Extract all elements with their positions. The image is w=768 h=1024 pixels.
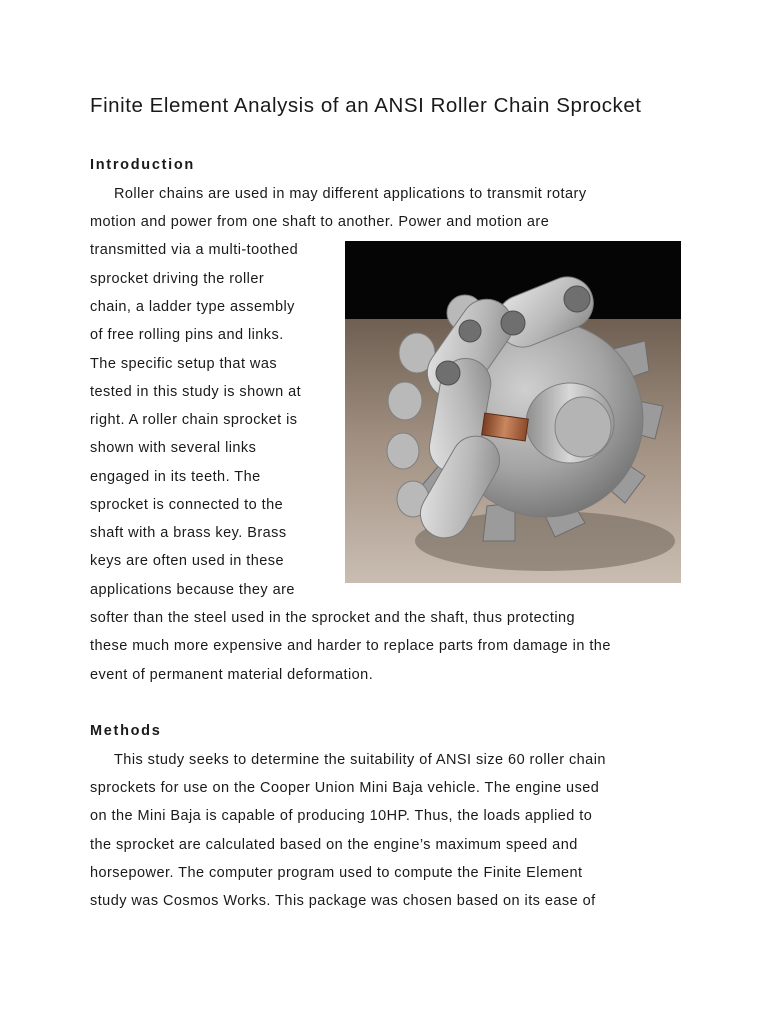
methods-line: This study seeks to determine the suitability of ANSI size 60 roller chain xyxy=(114,752,606,768)
intro-line: softer than the steel used in the sprocket and the shaft, thus protecting xyxy=(90,610,576,626)
introduction-heading: Introduction xyxy=(90,157,195,173)
intro-line: sprocket driving the roller xyxy=(90,271,265,287)
intro-line: applications because they are xyxy=(90,582,295,598)
intro-line: transmitted via a multi-toothed xyxy=(90,242,299,258)
shaft-end xyxy=(555,397,611,457)
intro-line: right. A roller chain sprocket is xyxy=(90,412,298,428)
intro-line: tested in this study is shown at xyxy=(90,384,302,400)
methods-line: on the Mini Baja is capable of producing 10HP. Thus, the loads applied to xyxy=(90,808,593,824)
methods-line: horsepower. The computer program used to compute the Finite Element xyxy=(90,865,583,881)
intro-line: keys are often used in these xyxy=(90,553,284,569)
intro-line: engaged in its teeth. The xyxy=(90,469,261,485)
intro-line: sprocket is connected to the xyxy=(90,497,284,513)
methods-line: the sprocket are calculated based on the engine’s maximum speed and xyxy=(90,837,578,853)
methods-line: study was Cosmos Works. This package was chosen based on its ease of xyxy=(90,893,596,909)
intro-line: motion and power from one shaft to another. Power and motion are xyxy=(90,214,550,230)
intro-line: shown with several links xyxy=(90,440,257,456)
intro-line: event of permanent material deformation. xyxy=(90,667,374,683)
intro-line: The specific setup that was xyxy=(90,356,278,372)
intro-line: of free rolling pins and links. xyxy=(90,327,284,343)
intro-line: shaft with a brass key. Brass xyxy=(90,525,287,541)
methods-heading: Methods xyxy=(90,723,162,739)
document-title: Finite Element Analysis of an ANSI Roller Chain Sprocket xyxy=(90,94,642,117)
sprocket-chain-render xyxy=(345,241,681,583)
methods-line: sprockets for use on the Cooper Union Mini Baja vehicle. The engine used xyxy=(90,780,600,796)
intro-line: these much more expensive and harder to replace parts from damage in the xyxy=(90,638,611,654)
intro-line: chain, a ladder type assembly xyxy=(90,299,295,315)
intro-line: Roller chains are used in may different applications to transmit rotary xyxy=(114,186,587,202)
